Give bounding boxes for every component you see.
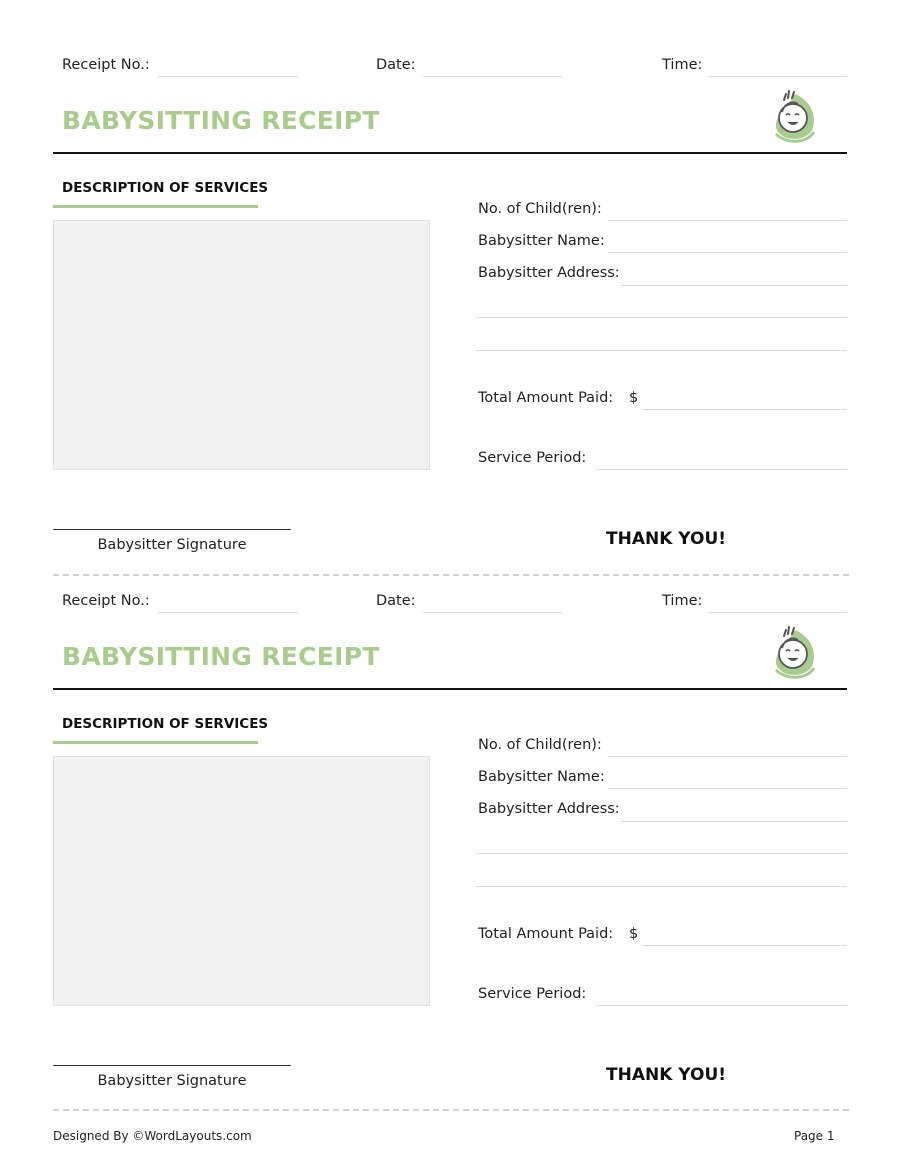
receipt-no-label: Receipt No.: <box>62 57 150 73</box>
sitter-address-field-line-2[interactable] <box>476 853 847 854</box>
receipt-1 <box>0 0 900 553</box>
sitter-name-label: Babysitter Name: <box>478 233 605 249</box>
description-underline <box>53 205 258 208</box>
time-field[interactable] <box>708 76 847 77</box>
signature-line[interactable] <box>53 529 291 530</box>
sitter-name-field[interactable] <box>608 252 847 253</box>
total-paid-field[interactable] <box>642 945 847 946</box>
children-label: No. of Child(ren): <box>478 201 602 217</box>
time-label: Time: <box>662 57 703 73</box>
service-period-label: Service Period: <box>478 986 587 1002</box>
receipt-2 <box>0 536 900 1089</box>
date-field[interactable] <box>423 612 563 613</box>
signature-label: Babysitter Signature <box>97 1073 247 1089</box>
bottom-cut-line <box>53 1109 849 1111</box>
sitter-address-field[interactable] <box>621 821 847 822</box>
thank-you-text: THANK YOU! <box>606 529 727 549</box>
description-box[interactable] <box>53 220 430 470</box>
sitter-address-label: Babysitter Address: <box>478 265 620 281</box>
receipt-no-field[interactable] <box>158 612 298 613</box>
thank-you-text: THANK YOU! <box>606 1065 727 1085</box>
service-period-field[interactable] <box>596 1005 847 1006</box>
description-heading: DESCRIPTION OF SERVICES <box>62 180 269 196</box>
signature-line[interactable] <box>53 1065 291 1066</box>
date-label: Date: <box>376 593 416 609</box>
currency-symbol: $ <box>629 390 639 406</box>
sitter-address-label: Babysitter Address: <box>478 801 620 817</box>
receipt-no-label: Receipt No.: <box>62 593 150 609</box>
total-paid-field[interactable] <box>642 409 847 410</box>
time-field[interactable] <box>708 612 847 613</box>
time-label: Time: <box>662 593 703 609</box>
description-box[interactable] <box>53 756 430 1006</box>
description-underline <box>53 741 258 744</box>
receipt-title: BABYSITTING RECEIPT <box>62 642 380 671</box>
baby-face-leaf-icon <box>768 88 822 144</box>
children-field[interactable] <box>608 756 847 757</box>
sitter-address-field[interactable] <box>621 285 847 286</box>
total-paid-label: Total Amount Paid: <box>478 926 614 942</box>
footer-credit: Designed By ©WordLayouts.com <box>53 1129 252 1143</box>
sitter-address-field-line-3[interactable] <box>476 886 847 887</box>
currency-symbol: $ <box>629 926 639 942</box>
service-period-field[interactable] <box>596 469 847 470</box>
description-heading: DESCRIPTION OF SERVICES <box>62 716 269 732</box>
sitter-address-field-line-3[interactable] <box>476 350 847 351</box>
service-period-label: Service Period: <box>478 450 587 466</box>
sitter-address-field-line-2[interactable] <box>476 317 847 318</box>
sitter-name-label: Babysitter Name: <box>478 769 605 785</box>
baby-face-leaf-icon <box>768 624 822 680</box>
children-field[interactable] <box>608 220 847 221</box>
date-field[interactable] <box>423 76 563 77</box>
children-label: No. of Child(ren): <box>478 737 602 753</box>
title-rule <box>53 152 847 154</box>
sitter-name-field[interactable] <box>608 788 847 789</box>
date-label: Date: <box>376 57 416 73</box>
page-number: Page 1 <box>794 1129 835 1143</box>
signature-label: Babysitter Signature <box>97 537 247 553</box>
total-paid-label: Total Amount Paid: <box>478 390 614 406</box>
receipt-no-field[interactable] <box>158 76 298 77</box>
receipt-title: BABYSITTING RECEIPT <box>62 106 380 135</box>
title-rule <box>53 688 847 690</box>
